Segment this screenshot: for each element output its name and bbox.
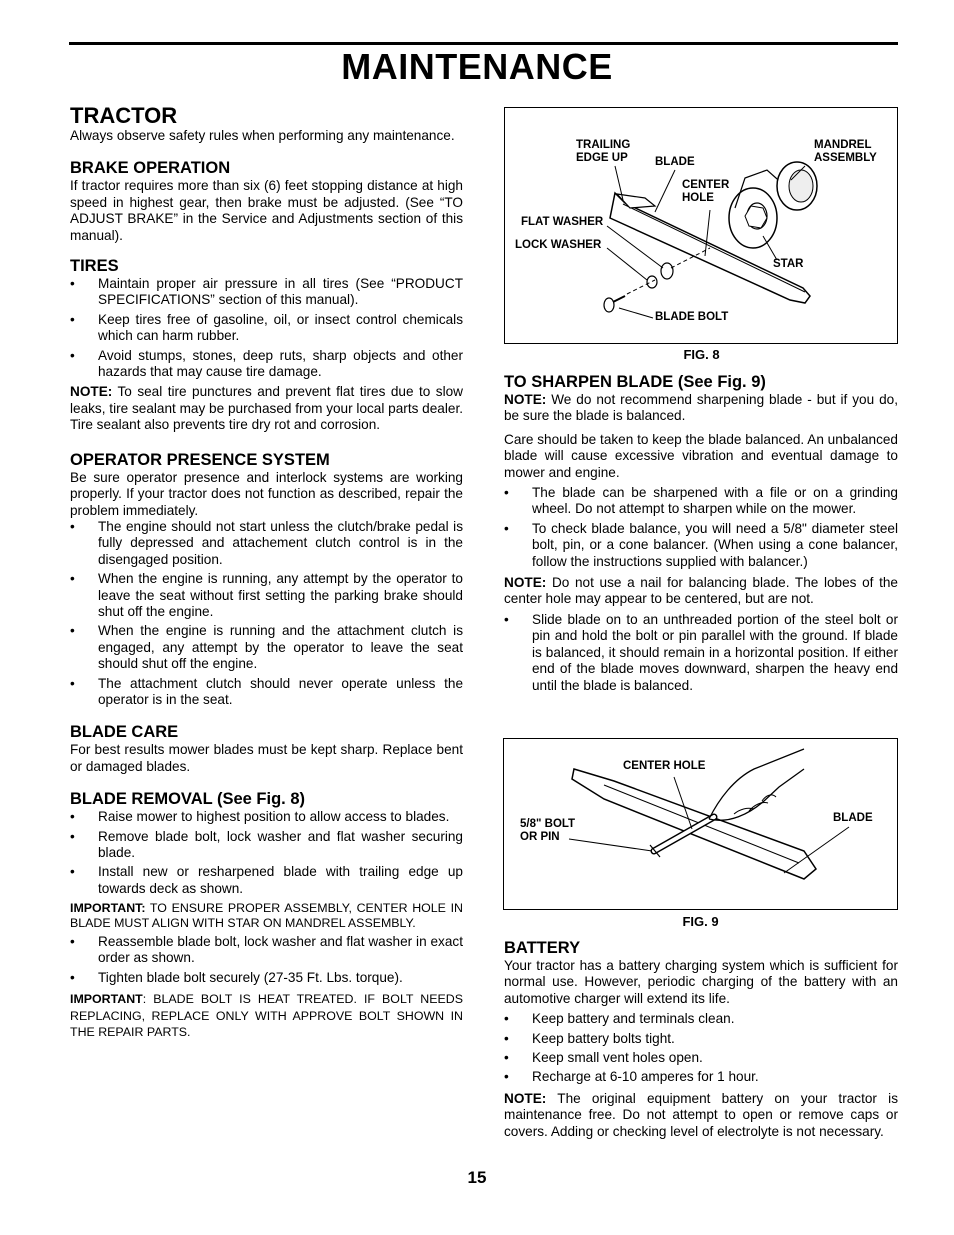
ops-list — [70, 519, 463, 708]
left-column — [70, 104, 463, 1041]
label-blade: BLADE — [833, 812, 873, 824]
important-text: TO ENSURE PROPER ASSEMBLY, CENTER HOLE IN BLADE MUST ALIGN WITH STAR ON MANDREL ASSEMBLY. — [70, 901, 463, 930]
sharpen-list — [504, 485, 898, 570]
tires-list — [70, 276, 463, 380]
blade-removal-list — [70, 809, 463, 897]
important-label: IMPORTANT: — [70, 901, 146, 916]
right-column-upper — [504, 372, 898, 697]
page-number: 15 — [467, 1168, 487, 1187]
important-note-bolt — [70, 991, 463, 1041]
brake-heading: BRAKE OPERATION — [70, 159, 231, 178]
list-item: • When the engine is running and the attachment clutch is engaged, any attempt by the operator to leave the seat should shut off the engine. — [70, 623, 463, 672]
label-center-hole: CENTER HOLE — [623, 760, 706, 772]
ops-text: Be sure operator presence and interlock systems are working properly. If your tractor does not function as described, repair the problem immediately. — [70, 469, 463, 518]
battery-note — [504, 1091, 898, 1140]
list-item: • Raise mower to highest position to allow access to blades. — [70, 809, 463, 825]
note-label: NOTE: — [70, 384, 113, 400]
tires-heading: TIRES — [70, 257, 119, 276]
list-item: • To check blade balance, you will need a 5/8" diameter steel bolt, pin, or a cone balancer. (When using a cone balancer, follow the instructions supplied with balancer.) — [504, 521, 898, 570]
label-trailing-edge: TRAILING EDGE UP — [576, 139, 631, 164]
list-item: • The attachment clutch should never operate unless the operator is in the seat. — [70, 676, 463, 709]
ops-heading: OPERATOR PRESENCE SYSTEM — [70, 450, 330, 469]
list-item: • The engine should not start unless the clutch/brake pedal is fully depressed and attachement clutch control is in the disengaged position. — [70, 519, 463, 568]
label-center-hole: CENTER HOLE — [682, 179, 730, 204]
label-star: STAR — [773, 258, 804, 270]
sharpen-note-text: We do not recommend sharpening blade - but if you do, be sure the blade is balanced. — [504, 392, 898, 424]
label-flat-washer: FLAT WASHER — [521, 216, 604, 228]
sharpen-text: Care should be taken to keep the blade balanced. An unbalanced blade will cause excessive vibration and eventual damage to mower and engine. — [504, 431, 898, 480]
list-item: • Keep tires free of gasoline, oil, or insect control chemicals which can harm rubber. — [70, 312, 463, 345]
list-item: • Tighten blade bolt securely (27-35 Ft. Lbs. torque). — [70, 970, 463, 986]
label-blade-bolt: BLADE BOLT — [655, 311, 729, 323]
blade-care-text: For best results mower blades must be kept sharp. Replace bent or damaged blades. — [70, 742, 463, 774]
important-text: : BLADE BOLT IS HEAT TREATED. IF BOLT NEEDS REPLACING, REPLACE ONLY WITH APPROVE BOLT SHOWN IN THE REPAIR PARTS. — [70, 992, 463, 1040]
list-item: • Keep battery bolts tight. — [504, 1031, 898, 1047]
sharpen-note-2 — [504, 575, 898, 608]
battery-heading: BATTERY — [504, 939, 581, 957]
list-item: • Recharge at 6-10 amperes for 1 hour. — [504, 1069, 898, 1085]
brake-text: If tractor requires more than six (6) feet stopping distance at high speed in highest gear, then brake must be adjusted. (See “TO ADJUST BRAKE” in the Service and Adjustments section of this manual). — [70, 178, 463, 243]
label-blade: BLADE — [655, 156, 695, 168]
page-title: MAINTENANCE — [341, 46, 613, 87]
blade-removal-list-2 — [70, 934, 463, 986]
list-item: • Reassemble blade bolt, lock washer and flat washer in exact order as shown. — [70, 934, 463, 967]
label-lock-washer: LOCK WASHER — [515, 239, 602, 251]
sharpen-heading: TO SHARPEN BLADE (See Fig. 9) — [504, 373, 766, 391]
note-label: NOTE: — [504, 575, 547, 591]
fig8-diagram — [504, 107, 898, 344]
sharpen-list-2 — [504, 612, 898, 694]
tractor-intro: Always observe safety rules when performing any maintenance. — [70, 128, 455, 143]
note-label: NOTE: — [504, 392, 547, 407]
label-mandrel-assembly: MANDREL ASSEMBLY — [814, 139, 877, 164]
fig9-caption: FIG. 9 — [682, 914, 719, 929]
sharpen-note — [504, 392, 898, 425]
tires-note-text: To seal tire punctures and prevent flat tires due to slow leaks, tire sealant may be purchased from your local parts dealer. Tire sealant also prevents tire dry rot and corrosion. — [70, 384, 463, 433]
list-item: • When the engine is running, any attempt by the operator to leave the seat without first setting the parking brake should shut off the engine. — [70, 571, 463, 620]
list-item: • Keep small vent holes open. — [504, 1050, 898, 1066]
list-item: • Maintain proper air pressure in all tires (See “PRODUCT SPECIFICATIONS” section of this manual). — [70, 276, 463, 309]
blade-care-heading: BLADE CARE — [70, 723, 179, 742]
tires-note — [70, 384, 463, 433]
blade-removal-heading: BLADE REMOVAL (See Fig. 8) — [70, 790, 305, 809]
right-column-lower — [504, 938, 898, 1140]
note-label: NOTE: — [504, 1090, 547, 1106]
list-item: • Install new or resharpened blade with trailing edge up towards deck as shown. — [70, 864, 463, 897]
header-rule — [69, 42, 898, 45]
list-item: • Remove blade bolt, lock washer and flat washer securing blade. — [70, 829, 463, 862]
important-note-assembly — [70, 901, 463, 930]
list-item: • Avoid stumps, stones, deep ruts, sharp objects and other hazards that may cause tire damage. — [70, 348, 463, 381]
fig8-caption: FIG. 8 — [683, 347, 720, 362]
label-bolt-or-pin: 5/8" BOLT OR PIN — [520, 818, 576, 843]
battery-list — [504, 1011, 898, 1086]
fig9-diagram — [503, 738, 898, 910]
battery-text: Your tractor has a battery charging system which is sufficient for normal use. However, periodic charging of the battery with an automotive charger will extend its life. — [504, 958, 898, 1006]
tractor-heading: TRACTOR — [70, 103, 178, 128]
list-item: • Slide blade on to an unthreaded portion of the steel bolt or pin and hold the bolt or pin parallel with the ground. If blade is balanced, it should remain in a horizontal position. If either end of the blade moves downward, sharpen the heavy end until the blade is balanced. — [504, 612, 898, 694]
list-item: • Keep battery and terminals clean. — [504, 1011, 898, 1027]
list-item: • The blade can be sharpened with a file or on a grinding wheel. Do not attempt to sharpen while on the mower. — [504, 485, 898, 518]
important-label: IMPORTANT — [70, 992, 143, 1007]
sharpen-note-2-text: Do not use a nail for balancing blade. The lobes of the center hole may appear to be centered, but are not. — [504, 575, 898, 607]
battery-note-text: The original equipment battery on your tractor is maintenance free. Do not attempt to open or remove caps or covers. Adding or checking level of electrolyte is not necessary. — [504, 1090, 898, 1139]
